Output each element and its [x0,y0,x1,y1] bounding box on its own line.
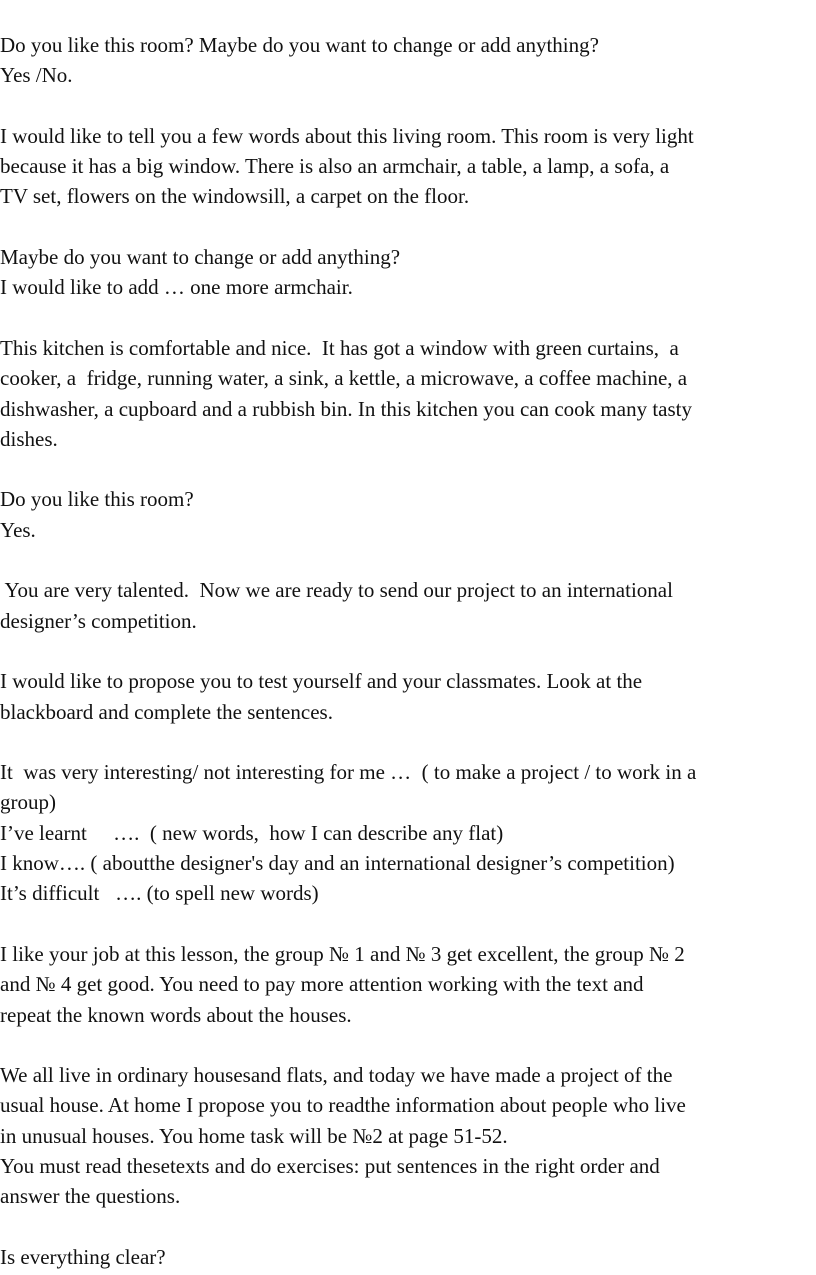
text-line: It was very interesting/ not interesting for me … ( to make a project / to work in a [0,760,697,785]
paragraph-gap [0,1212,816,1242]
text-line: I would like to add … one more armchair. [0,275,353,300]
text-line: You are very talented. Now we are ready to send our project to an international [0,578,673,603]
paragraph [0,757,816,908]
paragraph [0,242,816,303]
paragraph [0,484,816,545]
text-line: This kitchen is comfortable and nice. It has got a window with green curtains, a [0,335,679,360]
text-line: You must read thesetexts and do exercises: put sentences in the right order and [0,1153,660,1178]
text-line: TV set, flowers on the windowsill, a carpet on the floor. [0,184,470,209]
paragraph-gap [0,1030,816,1060]
paragraph [0,939,816,1030]
text-line: because it has a big window. There is also an armchair, a table, a lamp, a sofa, a [0,154,670,179]
paragraph-gap [0,91,816,121]
text-line: Yes. [0,517,36,542]
text-line: I’ve learnt …. ( new words, how I can describe any flat) [0,820,504,845]
text-line: I would like to tell you a few words about this living room. This room is very light [0,123,694,148]
text-line: It’s difficult …. (to spell new words) [0,881,319,906]
text-line: I know…. ( aboutthe designer's day and an international designer’s competition) [0,851,675,876]
paragraph-gap [0,636,816,666]
paragraph-gap [0,909,816,939]
text-line: Do you like this room? [0,487,194,512]
text-line: Is everything clear? [0,1244,166,1269]
text-line: I like your job at this lesson, the group № 1 and № 3 get excellent, the group № 2 [0,941,685,966]
paragraph [0,333,816,454]
text-line: Maybe do you want to change or add anything? [0,245,401,270]
text-line: usual house. At home I propose you to readthe information about people who live [0,1093,686,1118]
paragraph [0,121,816,212]
paragraph-gap [0,212,816,242]
text-line: in unusual houses. You home task will be №2 at page 51-52. [0,1123,508,1148]
text-line: dishwasher, a cupboard and a rubbish bin. In this kitchen you can cook many tasty [0,396,692,421]
paragraph [0,30,816,91]
text-line: cooker, a fridge, running water, a sink, a kettle, a microwave, a coffee machine, a [0,366,688,391]
paragraph-gap [0,454,816,484]
paragraph [0,1060,816,1211]
paragraph-gap [0,303,816,333]
text-line: We all live in ordinary housesand flats, and today we have made a project of the [0,1063,673,1088]
text-line: Do you like this room? Maybe do you want to change or add anything? [0,33,599,57]
text-line: I would like to propose you to test yourself and your classmates. Look at the [0,669,643,694]
text-line: group) [0,790,56,815]
text-line: dishes. [0,426,58,451]
text-line: Yes /No. [0,63,73,88]
document-page [0,30,816,1272]
text-line: and № 4 get good. You need to pay more attention working with the text and [0,972,644,997]
paragraph [0,1242,816,1272]
paragraph-gap [0,727,816,757]
text-line: answer the questions. [0,1184,181,1209]
text-line: designer’s competition. [0,608,197,633]
paragraph [0,575,816,636]
text-line: blackboard and complete the sentences. [0,699,333,724]
paragraph [0,666,816,727]
paragraph-gap [0,545,816,575]
text-line: repeat the known words about the houses. [0,1002,352,1027]
